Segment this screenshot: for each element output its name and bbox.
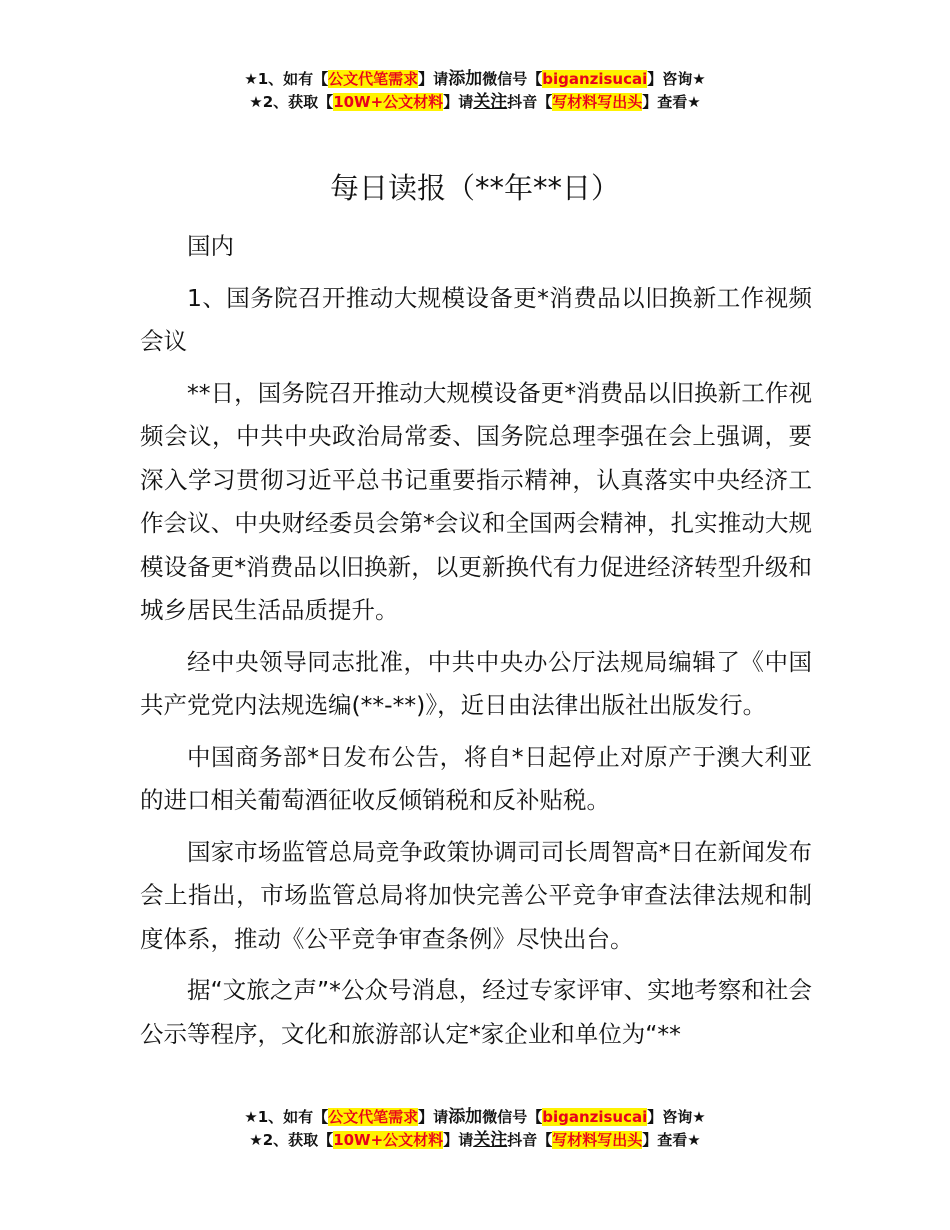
- section-heading: 国内: [187, 232, 234, 260]
- banner-text: 】咨询★: [647, 70, 706, 88]
- banner-line-2: [0, 91, 950, 114]
- banner-text: 】请: [443, 1131, 474, 1149]
- banner-text: ★2、获取【: [249, 1131, 334, 1149]
- banner-text: ★2、获取【: [249, 93, 334, 111]
- highlight-douyin-account: 写材料写出头: [552, 1131, 643, 1149]
- highlight-wechat-id: biganzisucai: [542, 70, 648, 88]
- paragraph: **日，国务院召开推动大规模设备更*消费品以旧换新工作视频会议，中共中央政治局常委、国务院总理李强在会上强调，要深入学习贯彻习近平总书记重要指示精神，认真落实中央经济工作会议、中央财经委员会第*会议和全国两会精神，扎实推动大规模设备更*消费品以旧换新，以更新换代有力促进经济转型升级和城乡居民生活品质提升。: [140, 378, 812, 624]
- highlight-service: 公文代笔需求: [328, 70, 419, 88]
- banner-text: 】请: [418, 70, 449, 88]
- banner-line-1: [0, 68, 950, 91]
- paragraph: 经中央领导同志批准，中共中央办公厅法规局编辑了《中国共产党党内法规选编(**-**)》，近日由法律出版社出版发行。: [140, 647, 812, 719]
- paragraph: 国家市场监管总局竞争政策协调司司长周智高*日在新闻发布会上指出，市场监管总局将加快完善公平竞争审查法律法规和制度体系，推动《公平竞争审查条例》尽快出台。: [140, 837, 812, 953]
- banner-text: ★1、如有【: [244, 1108, 329, 1126]
- document-title: 每日读报（**年**日）: [329, 171, 620, 205]
- banner-text: 微信号【: [482, 1108, 543, 1126]
- item-heading: 1、国务院召开推动大规模设备更*消费品以旧换新工作视频会议: [140, 283, 812, 355]
- banner-text: 抖音【: [507, 93, 553, 111]
- banner-line-2: [0, 1129, 950, 1152]
- banner-text: ★1、如有【: [244, 70, 329, 88]
- banner-text: 】请: [443, 93, 474, 111]
- highlight-materials: 10W+公文材料: [333, 93, 444, 111]
- paragraph: 中国商务部*日发布公告，将自*日起停止对原产于澳大利亚的进口相关葡萄酒征收反倾销税和反补贴税。: [140, 742, 812, 814]
- banner-text: 关注: [473, 92, 508, 112]
- paragraph: 据“文旅之声”*公众号消息，经过专家评审、实地考察和社会公示等程序，文化和旅游部认定*家企业和单位为“**: [140, 976, 812, 1048]
- banner-text: 抖音【: [507, 1131, 553, 1149]
- highlight-service: 公文代笔需求: [328, 1108, 419, 1126]
- header-banner: [0, 68, 950, 114]
- banner-text: 添加: [448, 1107, 483, 1127]
- banner-text: 微信号【: [482, 70, 543, 88]
- banner-line-1: [0, 1106, 950, 1129]
- highlight-wechat-id: biganzisucai: [542, 1108, 648, 1126]
- document-body: [140, 225, 812, 1064]
- banner-text: 】查看★: [642, 1131, 701, 1149]
- banner-text: 关注: [473, 1130, 508, 1150]
- highlight-materials: 10W+公文材料: [333, 1131, 444, 1149]
- banner-text: 】咨询★: [647, 1108, 706, 1126]
- footer-banner: [0, 1106, 950, 1152]
- highlight-douyin-account: 写材料写出头: [552, 93, 643, 111]
- banner-text: 】查看★: [642, 93, 701, 111]
- banner-text: 】请: [418, 1108, 449, 1126]
- banner-text: 添加: [448, 69, 483, 89]
